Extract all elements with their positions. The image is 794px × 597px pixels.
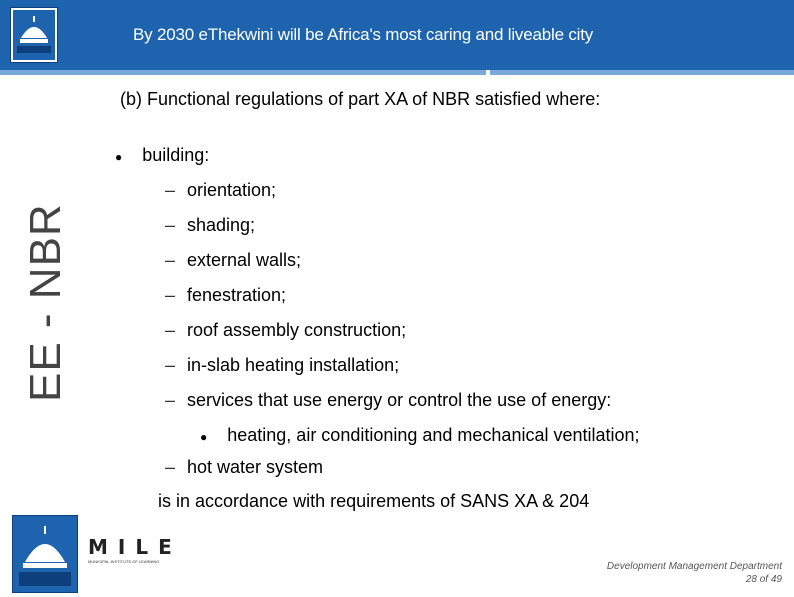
list-item <box>165 250 611 285</box>
footer-municipality-logo <box>12 515 78 593</box>
dash-icon: – <box>165 320 176 340</box>
list-item-text: in-slab heating installation; <box>187 355 400 375</box>
department-footer <box>607 560 782 586</box>
slide-heading: (b) Functional regulations of part XA of NBR satisfied where: <box>120 89 601 109</box>
sub-bullet-text: heating, air conditioning and mechanical ventilation; <box>227 425 640 445</box>
page-number: 28 of 49 <box>745 574 782 585</box>
list-item <box>165 355 611 390</box>
list-item <box>165 285 611 320</box>
vision-tagline: By 2030 eThekwini will be Africa's most caring and liveable city <box>133 25 594 44</box>
municipality-logo <box>10 7 58 63</box>
bullet-building <box>115 145 209 166</box>
bullet-building-label: building: <box>142 145 210 165</box>
list-item-text: external walls; <box>187 250 302 270</box>
mile-caption: MUNICIPAL INSTITUTE OF LEARNING <box>88 559 160 564</box>
list-item-text: roof assembly construction; <box>187 320 407 340</box>
list-item <box>165 180 611 215</box>
bullet-dot-icon: ● <box>200 430 208 444</box>
bullet-dot-icon: ● <box>115 150 123 164</box>
city-hall-dome-icon <box>13 516 77 592</box>
side-title: EE - NBR <box>21 203 70 402</box>
list-item-text: shading; <box>187 215 256 235</box>
list-item-text: services that use energy or control the use of energy: <box>187 390 612 410</box>
header-stripe-right <box>490 70 794 75</box>
list-item <box>165 320 611 355</box>
city-hall-dome-icon <box>11 8 57 62</box>
dash-icon: – <box>165 390 176 410</box>
header-stripe-left <box>0 70 486 75</box>
mile-logo <box>88 535 182 585</box>
list-item-hot-water <box>165 457 323 478</box>
dash-icon: – <box>165 457 176 477</box>
mile-letters: MILE <box>88 535 182 559</box>
list-item <box>165 215 611 250</box>
list-item-text: orientation; <box>187 180 277 200</box>
list-item <box>165 390 611 425</box>
dash-icon: – <box>165 285 176 305</box>
department-name: Development Management Department <box>606 561 782 572</box>
sub-bullet-hvac <box>200 425 640 446</box>
requirement-list <box>165 180 611 425</box>
list-item-text: hot water system <box>187 457 324 477</box>
list-item-text: fenestration; <box>187 285 287 305</box>
dash-icon: – <box>165 180 176 200</box>
dash-icon: – <box>165 215 176 235</box>
dash-icon: – <box>165 355 176 375</box>
header-banner <box>0 0 794 70</box>
closing-statement: is in accordance with requirements of SANS XA & 204 <box>158 491 590 511</box>
dash-icon: – <box>165 250 176 270</box>
